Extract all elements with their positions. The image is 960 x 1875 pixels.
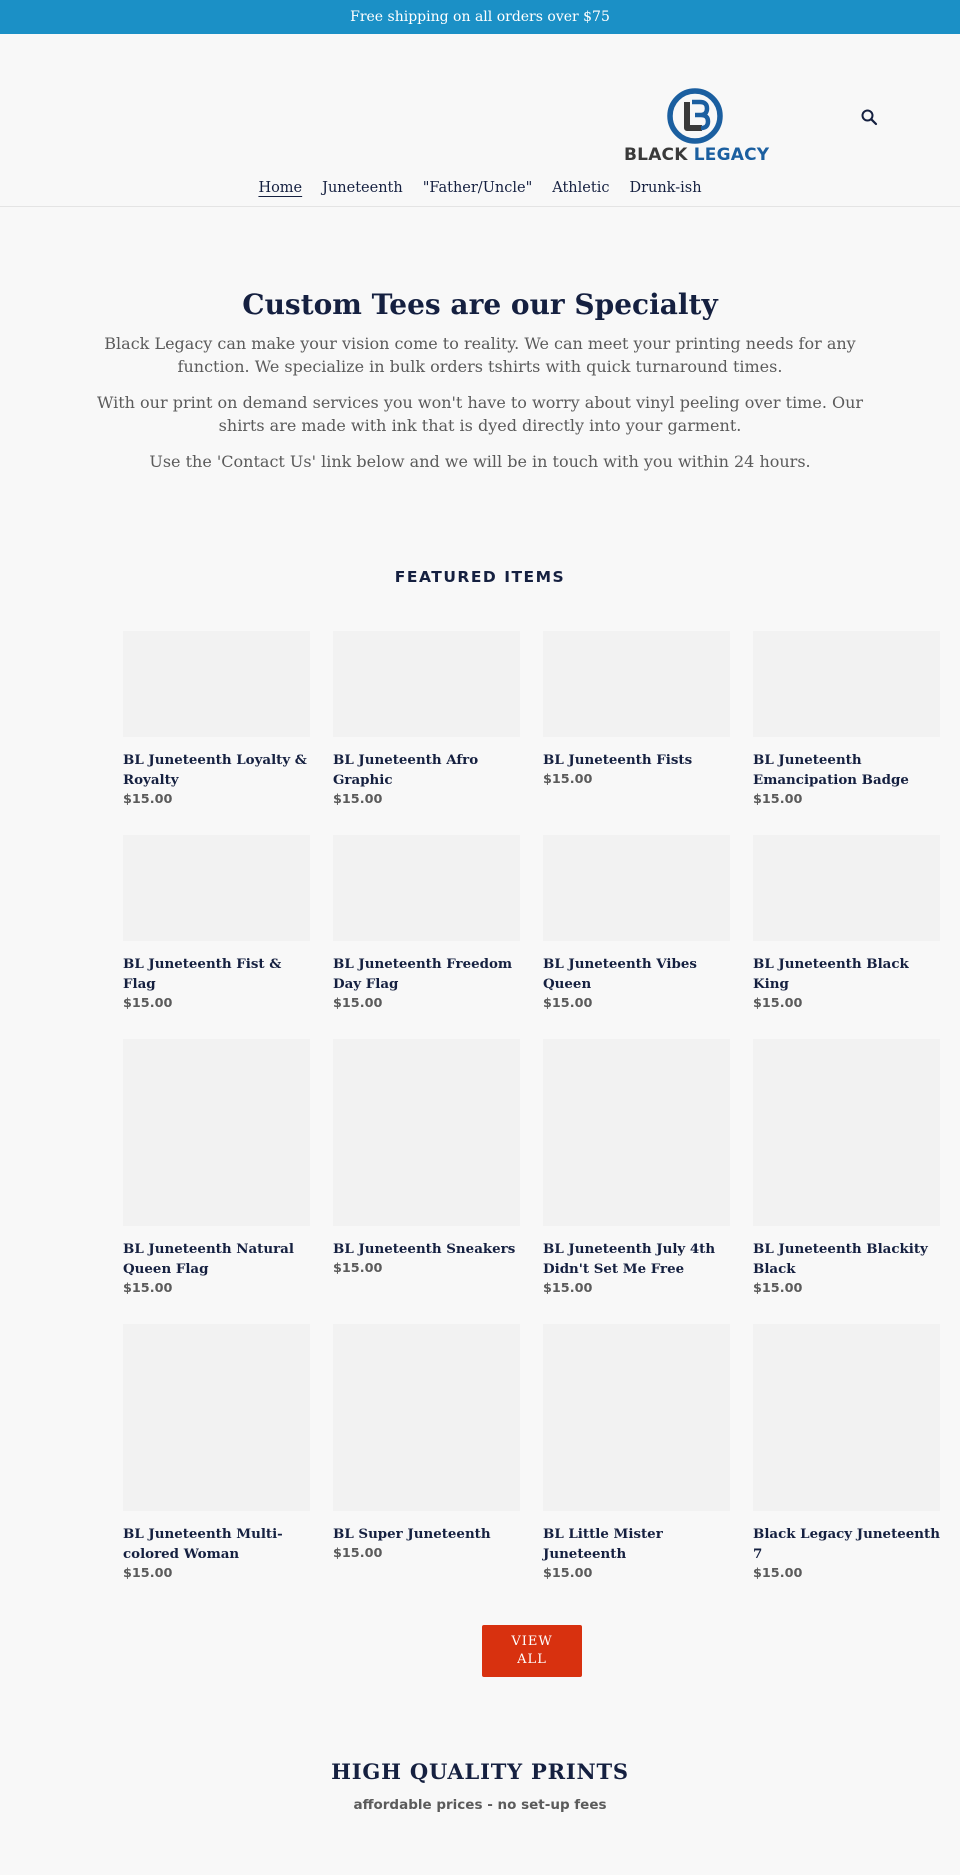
product-title[interactable]: BL Little Mister Juneteenth: [543, 1526, 663, 1562]
product-card[interactable]: [123, 835, 310, 1014]
product-title[interactable]: BL Juneteenth Multi-colored Woman: [123, 1526, 283, 1562]
product-image-placeholder[interactable]: [543, 835, 730, 941]
brand-name: [624, 145, 770, 165]
product-card[interactable]: [753, 835, 940, 1014]
product-card[interactable]: [753, 1324, 940, 1584]
product-card[interactable]: [333, 835, 520, 1014]
product-image-placeholder[interactable]: [333, 1324, 520, 1511]
product-title[interactable]: BL Juneteenth Blackity Black: [753, 1241, 928, 1277]
product-image-placeholder[interactable]: [543, 1324, 730, 1511]
brand-word-2: LEGACY: [693, 145, 770, 165]
product-image-placeholder[interactable]: [333, 835, 520, 941]
product-price: $15.00: [123, 1566, 173, 1581]
product-image-placeholder[interactable]: [123, 1039, 310, 1226]
nav-link-4[interactable]: Drunk-ish: [629, 180, 702, 196]
site-header: [0, 34, 960, 207]
product-title[interactable]: BL Juneteenth Vibes Queen: [543, 956, 697, 992]
product-image-placeholder[interactable]: [753, 835, 940, 941]
product-title[interactable]: BL Juneteenth Emancipation Badge: [753, 752, 909, 788]
product-price: $15.00: [333, 792, 383, 807]
product-title[interactable]: BL Juneteenth Black King: [753, 956, 909, 992]
product-price: $15.00: [123, 996, 173, 1011]
product-card[interactable]: [543, 631, 730, 790]
logo-mark-icon: [667, 88, 723, 144]
product-card[interactable]: [333, 631, 520, 810]
nav-link-0[interactable]: Home: [258, 180, 303, 196]
hero-title: Custom Tees are our Specialty: [242, 288, 718, 321]
search-icon-glyph: [860, 108, 878, 126]
search-icon[interactable]: [860, 108, 880, 128]
product-title[interactable]: Black Legacy Juneteenth 7: [753, 1526, 940, 1562]
product-image-placeholder[interactable]: [753, 1039, 940, 1226]
product-card[interactable]: [333, 1324, 520, 1564]
product-image-placeholder[interactable]: [753, 1324, 940, 1511]
product-price: $15.00: [543, 1566, 593, 1581]
product-price: $15.00: [333, 996, 383, 1011]
product-card[interactable]: [123, 1039, 310, 1299]
product-image-placeholder[interactable]: [753, 631, 940, 737]
quality-subtitle: affordable prices - no set-up fees: [353, 1797, 607, 1813]
hero-paragraph-1: Black Legacy can make your vision come to reality. We can meet your printing needs for any function. We specialize in bulk orders tshirts with quick turnaround times.: [104, 334, 856, 376]
product-card[interactable]: [753, 631, 940, 810]
featured-items-heading: FEATURED ITEMS: [394, 568, 566, 586]
product-image-placeholder[interactable]: [543, 1039, 730, 1226]
brand-logo[interactable]: [624, 88, 770, 165]
product-price: $15.00: [543, 772, 593, 787]
product-card[interactable]: [543, 1324, 730, 1584]
product-image-placeholder[interactable]: [123, 835, 310, 941]
product-price: $15.00: [753, 996, 803, 1011]
product-title[interactable]: BL Juneteenth Freedom Day Flag: [333, 956, 513, 992]
hero-section: [0, 207, 960, 473]
hero-paragraph-3: Use the 'Contact Us' link below and we will be in touch with you within 24 hours.: [149, 452, 811, 471]
nav-link-1[interactable]: Juneteenth: [322, 180, 403, 196]
product-card[interactable]: [123, 631, 310, 810]
product-title[interactable]: BL Juneteenth Loyalty & Royalty: [123, 752, 307, 788]
product-card[interactable]: [123, 1324, 310, 1584]
product-title[interactable]: BL Juneteenth Sneakers: [333, 1241, 516, 1257]
product-card[interactable]: [543, 1039, 730, 1299]
product-image-placeholder[interactable]: [123, 1324, 310, 1511]
product-title[interactable]: BL Juneteenth Fist & Flag: [123, 956, 282, 992]
product-price: $15.00: [333, 1546, 383, 1561]
nav-link-3[interactable]: Athletic: [552, 180, 610, 196]
product-card[interactable]: [543, 835, 730, 1014]
announcement-bar: [0, 0, 960, 34]
product-card[interactable]: [753, 1039, 940, 1299]
product-price: $15.00: [753, 792, 803, 807]
hero-paragraph-2: With our print on demand services you won't have to worry about vinyl peeling over time. Our shirts are made with ink that is dyed directly into your garment.: [96, 393, 864, 435]
product-title[interactable]: BL Super Juneteenth: [333, 1526, 491, 1542]
product-price: $15.00: [543, 1281, 593, 1296]
product-price: $15.00: [123, 792, 173, 807]
product-price: $15.00: [753, 1566, 803, 1581]
product-price: $15.00: [543, 996, 593, 1011]
main-nav: [0, 180, 960, 196]
product-card[interactable]: [333, 1039, 520, 1279]
product-title[interactable]: BL Juneteenth Afro Graphic: [333, 752, 479, 788]
brand-word-1: BLACK: [624, 145, 688, 165]
product-price: $15.00: [333, 1261, 383, 1276]
product-image-placeholder[interactable]: [333, 1039, 520, 1226]
product-image-placeholder[interactable]: [333, 631, 520, 737]
product-title[interactable]: BL Juneteenth Fists: [543, 752, 693, 768]
product-title[interactable]: BL Juneteenth July 4th Didn't Set Me Free: [543, 1241, 716, 1277]
product-price: $15.00: [753, 1281, 803, 1296]
product-title[interactable]: BL Juneteenth Natural Queen Flag: [123, 1241, 294, 1277]
product-image-placeholder[interactable]: [123, 631, 310, 737]
product-image-placeholder[interactable]: [543, 631, 730, 737]
announcement-text: Free shipping on all orders over $75: [350, 9, 610, 25]
quality-heading: HIGH QUALITY PRINTS: [331, 1759, 629, 1784]
product-price: $15.00: [123, 1281, 173, 1296]
view-all-button[interactable]: VIEW ALL: [482, 1625, 582, 1677]
nav-link-2[interactable]: "Father/Uncle": [422, 180, 533, 196]
